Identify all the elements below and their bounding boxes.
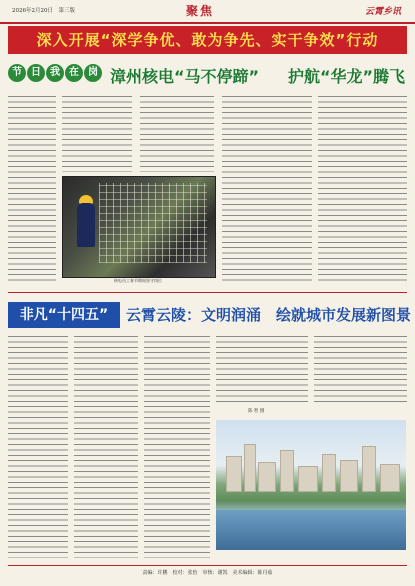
building [340, 460, 358, 492]
building [226, 456, 242, 492]
issue-date: 2026年2月20日 第三版 [12, 8, 75, 14]
footer-rule [8, 565, 407, 566]
building [380, 464, 400, 492]
kicker-char: 在 [65, 64, 83, 82]
rebar-grid [99, 183, 207, 263]
kicker-char: 我 [46, 64, 64, 82]
city-river-photo [216, 420, 406, 550]
newspaper-brand: 云霄乡讯 [364, 7, 401, 17]
article1-column-2 [62, 96, 132, 172]
kicker-char: 岗 [84, 64, 102, 82]
article2-column-4 [216, 336, 308, 406]
building [322, 454, 336, 492]
article2-column-5 [314, 336, 407, 406]
kicker-badges [8, 64, 102, 82]
section1-headline: 漳州核电“马不停蹄” [110, 67, 260, 86]
article1-column-1 [8, 96, 56, 284]
nuclear-plant-photo [62, 176, 216, 278]
kicker-char: 日 [27, 64, 45, 82]
article1-column-3 [140, 96, 214, 172]
kicker-char: 节 [8, 64, 26, 82]
river [216, 510, 406, 550]
section-title: 聚焦 [186, 4, 215, 18]
article2-column-1 [8, 336, 68, 558]
article1-column-5 [318, 96, 407, 284]
section1-headline-row [8, 62, 407, 90]
building [298, 466, 318, 492]
article2-column-3 [144, 336, 210, 558]
building [362, 446, 376, 492]
photo-caption: 核电员工春节期间坚守岗位 [114, 278, 162, 283]
building [244, 444, 256, 492]
article2-column-2 [74, 336, 138, 558]
editor-credits: 责编：许鹏 校对：张怡 审核：谢凯 美术编辑：陈丹茹 [142, 570, 273, 576]
worker-figure [77, 203, 95, 247]
section2-kicker: 非凡“十四五” [8, 302, 120, 328]
masthead [0, 0, 415, 24]
section2-headline: 云霄云陵：文明润涌 绘就城市发展新图景 [126, 306, 412, 324]
section1-headline-side: 护航“华龙”腾飞 [288, 67, 406, 86]
article1-column-4 [222, 96, 312, 284]
building [280, 450, 294, 492]
section-divider [8, 292, 407, 293]
building [258, 462, 276, 492]
campaign-banner: 深入开展“深学争优、敢为争先、实干争效”行动 [8, 26, 407, 54]
photo-credit: 陈 智 摄 [248, 409, 265, 414]
